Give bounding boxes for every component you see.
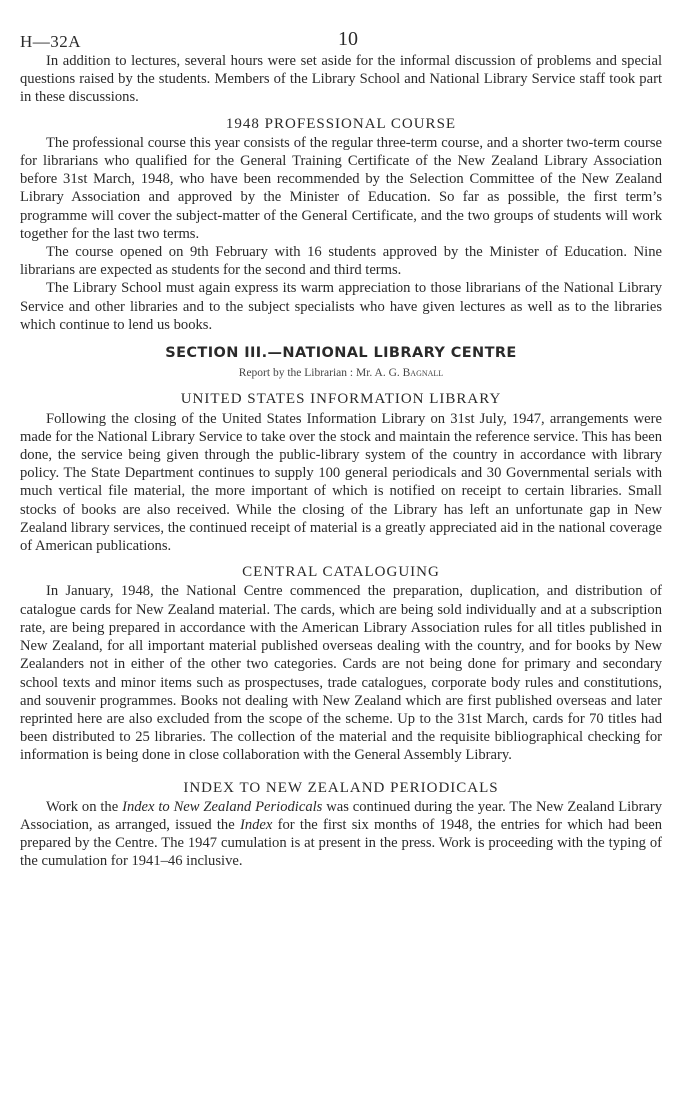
page-number: 10 (338, 28, 358, 50)
paragraph-index (20, 798, 662, 871)
section-heading: SECTION III.—NATIONAL LIBRARY CENTRE (165, 345, 517, 362)
document-code: H—32A (20, 32, 82, 51)
index-text-2: was continued during the year. The New Zealand Library Association, as arranged, issued the (20, 798, 662, 833)
paragraph-course-3: The Library School must again express its warm appreciation to those librarians of the National Library Service and other libraries and to the subject specialists who have given lectures as well as to the libraries which continue to lend us books. (20, 280, 662, 333)
report-byline (20, 364, 662, 382)
heading-1948-course: 1948 PROFESSIONAL COURSE (225, 115, 457, 132)
index-word: Index (239, 816, 273, 833)
paragraph-course-1: The professional course this year consists of the regular three-term course, and a shorter two-term course for librarians who qualified for the General Training Certificate of the New Zealand Library Association before 31st March, 1948, who have been recommended by the Selection Committee of the New Zealand Library Association and approved by the Minister of Education. So far as possible, the first term’s programme will cover the subject-matter of the General Certificate, and the two groups of students will work together for the last two terms. (20, 134, 662, 242)
index-title: Index to New Zealand Periodicals (122, 798, 323, 815)
page-header (20, 0, 662, 52)
paragraph-us-library: Following the closing of the United States Information Library on 31st July, 1947, arrangements were made for the National Library Service to take over the stock and maintain the reference service. This has been done, the service being given through the public-library system of the country in accordance with library policy. The State Department continues to supply 100 general periodicals and 30 Governmental serials with much vertical file material, the more important of which is notified on receipt to certain libraries. Small stocks of books are also received. While the closing of the Library has left an unfortunate gap in New Zealand library services, the continued receipt of material is a greatly appreciated aid in the national coverage of American publications. (20, 410, 662, 555)
paragraph-course-2: The course opened on 9th February with 16 students approved by the Minister of Education. Nine librarians are expected as students for the second and third terms. (20, 244, 662, 279)
document-page (20, 0, 662, 871)
report-prefix: Report by the Librarian : Mr. A. G. (238, 367, 403, 380)
intro-paragraph: In addition to lectures, several hours were set aside for the informal discussion of problems and special questions raised by the students. Members of the Library School and National Library Service staff took part in these discussions. (20, 53, 662, 106)
paragraph-cataloguing: In January, 1948, the National Centre commenced the preparation, duplication, and distribution of catalogue cards for New Zealand material. The cards, which are being sold individually and at a subscription rate, are being prepared in accordance with the American Library Association rules for all titles published in New Zealand, for all important material published overseas dealing with the country, and for books by New Zealanders not in either of the other two categories. Cards are not being done for primary and secondary school texts and minor items such as prospectuses, trade catalogues, corporate body rules and constitutions, and souvenir programmes. Books not dealing with New Zealand which are first published overseas and later reprinted here are also excluded from the scope of the scheme. Up to the 31st March, cards for 70 titles had been distributed to 25 libraries. The collection of the material and the requisite bibliographical checking for information is being done in close collaboration with the General Assembly Library. (20, 583, 662, 764)
report-author: Bagnall (402, 367, 444, 380)
index-text-3: for the first six months of 1948, the entries for which had been prepared by the Centre. The 1947 cumulation is at present in the press. Work is proceeding with the typing of the cumulation for 1941–46 inclusive. (20, 816, 662, 870)
heading-us-library: UNITED STATES INFORMATION LIBRARY (180, 391, 502, 408)
heading-index: INDEX TO NEW ZEALAND PERIODICALS (183, 779, 499, 796)
index-text-1: Work on the (46, 798, 123, 815)
heading-cataloguing: CENTRAL CATALOGUING (242, 564, 440, 581)
